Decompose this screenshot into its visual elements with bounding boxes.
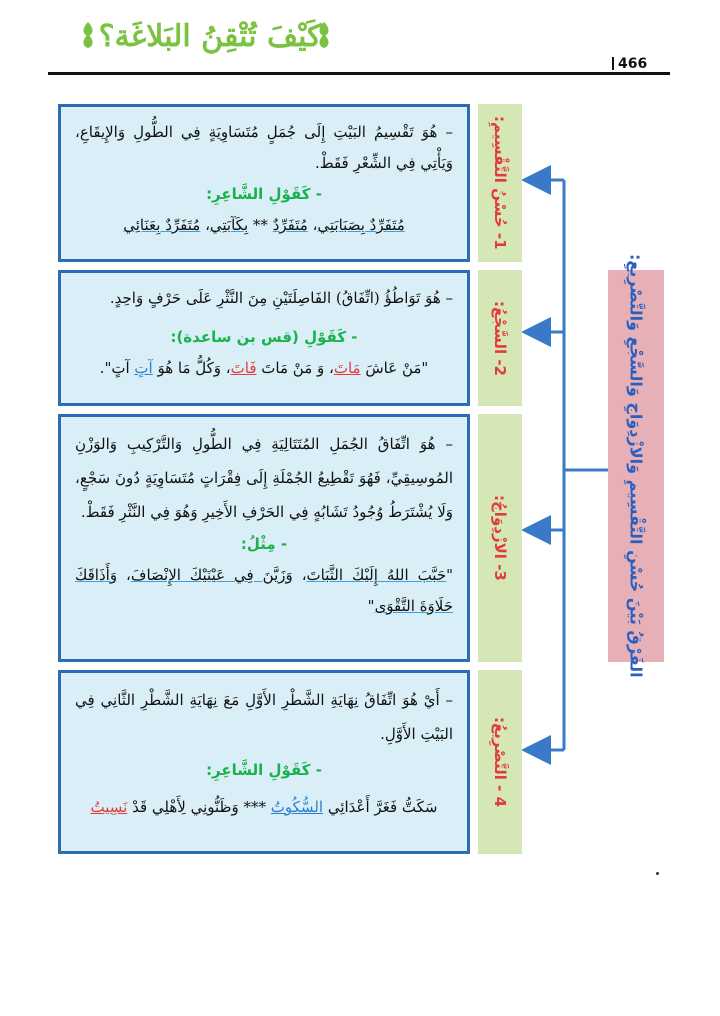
section-2-definition: – هُوَ تَوَاطُؤُ (اتِّفَاقُ) الفَاصِلَتَيْنِ مِنَ النَّثْرِ عَلَى حَرْفٍ وَاحِدٍ.: [109, 289, 453, 307]
example-part: مُتَفَرِّدٌ: [272, 216, 308, 234]
page-number-value: 466: [618, 56, 648, 72]
right-ornament-icon: [316, 20, 332, 50]
section-3-example: [75, 560, 453, 622]
example-part: وَأَذَاقَكَ حَلَاوَةَ التَّقْوَى: [75, 566, 453, 615]
example-part: بِكَآبَتِي: [209, 216, 249, 234]
section-3-example-heading: - مِثْلُ:: [240, 535, 288, 553]
section-4-box: [58, 670, 470, 854]
example-part: وَزَيَّنَ فِي عَيْنَيْكَ الإِنْصَافَ: [130, 566, 293, 584]
example-part: آتٍ".: [99, 359, 135, 377]
section-1-example: [75, 210, 453, 241]
section-1-tab: [478, 104, 522, 262]
example-part: مُتَفَرِّدٌ بِصَبَابَتِي: [317, 216, 405, 234]
example-part: مُتَفَرِّدٌ بِعَنَائِي: [123, 216, 201, 234]
page-number-divider: [612, 57, 614, 70]
section-4-tab: [478, 670, 522, 854]
section-4-tab-label: 4 - التَّصْرِيعُ:: [491, 717, 509, 807]
example-part: مَاتَ: [333, 359, 361, 377]
example-part: السُّكُوتُ: [270, 798, 324, 816]
side-label-text: الفَرْقُ بَيْنَ حُسْنِ التَّقْسِيمِ وَالازْدِوَاجِ وَالسَّجْعِ وَالتَّصْرِيعِ:: [626, 254, 646, 678]
example-part: نَسِيتُ: [90, 798, 128, 816]
section-1-example-heading: - كَقَوْلِ الشَّاعِرِ:: [206, 185, 322, 203]
section-3-tab: [478, 414, 522, 662]
example-part: ،: [117, 566, 131, 584]
example-part: ، وَ مَنْ مَاتَ: [256, 359, 334, 377]
example-part: سَكَتُّ فَغَرَّ أَعْدَائِي: [323, 798, 438, 816]
example-part: آتٍ: [134, 359, 153, 377]
section-3-definition: – هُوَ اتِّفَاقُ الجُمَلِ المُتَتَالِيَةِ فِي الطُّولِ وَالتَّرْكِيبِ وَالوَزْنِ المُوسِيقِيِّ، فَهُوَ تَقْطِيعُ الجُمْلَةِ إِلَى فِقْرَاتٍ مُتَسَاوِيَةٍ دُونَ سَجْعٍ، وَلَا يُشْتَرَطُ وُجُودُ تَشَابُهٍ فِي الحَرْفِ الأَخِيرِ وَهُوَ فِي النَّثْرِ فَقَطْ.: [75, 435, 453, 521]
example-part: ،: [307, 216, 318, 234]
section-3-box: [58, 414, 470, 662]
example-part: ": [446, 566, 454, 584]
section-4-example-heading: - كَقَوْلِ الشَّاعِرِ:: [206, 761, 322, 779]
header-rule: [48, 72, 670, 75]
section-2-tab: [478, 270, 522, 406]
section-2-box: [58, 270, 470, 406]
section-4-definition: – أَيْ هُوَ اتِّفَاقُ نِهَايَةِ الشَّطْرِ الأَوَّلِ مَعَ نِهَايَةِ الشَّطْرِ الثَّانِي فِي البَيْتِ الأَوَّلِ.: [75, 691, 453, 743]
stray-dot: [656, 872, 659, 875]
example-part: ": [367, 597, 375, 615]
example-part: ، وَكُلُّ مَا هُوَ: [152, 359, 231, 377]
example-part: "مَنْ عَاشَ: [360, 359, 429, 377]
section-2-tab-label: 2- السَّجْعُ:: [491, 300, 509, 376]
example-part: فَاتَ: [230, 359, 257, 377]
section-2-example-heading: - كَقَوْلِ (قس بن ساعدة):: [170, 328, 358, 346]
example-part: *** وَظَنُّونِي لِأَهْلِي قَدْ: [127, 798, 271, 816]
example-part: ،: [200, 216, 210, 234]
example-part: **: [248, 216, 273, 234]
section-1-box: [58, 104, 470, 262]
section-1-definition: – هُوَ تَقْسِيمُ البَيْتِ إِلَى جُمَلٍ مُتَسَاوِيَةٍ فِي الطُّولِ وَالإِيقَاعِ، وَيَأْتِي فِي الشِّعْرِ فَقَطْ.: [75, 123, 453, 172]
section-4-example: [75, 792, 453, 823]
example-part: ،: [292, 566, 307, 584]
example-part: حَبَّبَ اللهُ إِلَيْكَ الثَّبَاتَ: [306, 566, 447, 584]
section-2-example: [75, 353, 453, 384]
section-3-tab-label: 3- الازْدِوَاجُ:: [491, 495, 509, 581]
section-1-tab-label: 1- حُسْنُ التَّقْسِيمِ:: [491, 116, 509, 250]
side-label: [608, 254, 664, 678]
page-number: [612, 56, 647, 72]
header-title: كَيْفَ تُتْقِنُ البَلاغَة؟: [98, 18, 322, 54]
